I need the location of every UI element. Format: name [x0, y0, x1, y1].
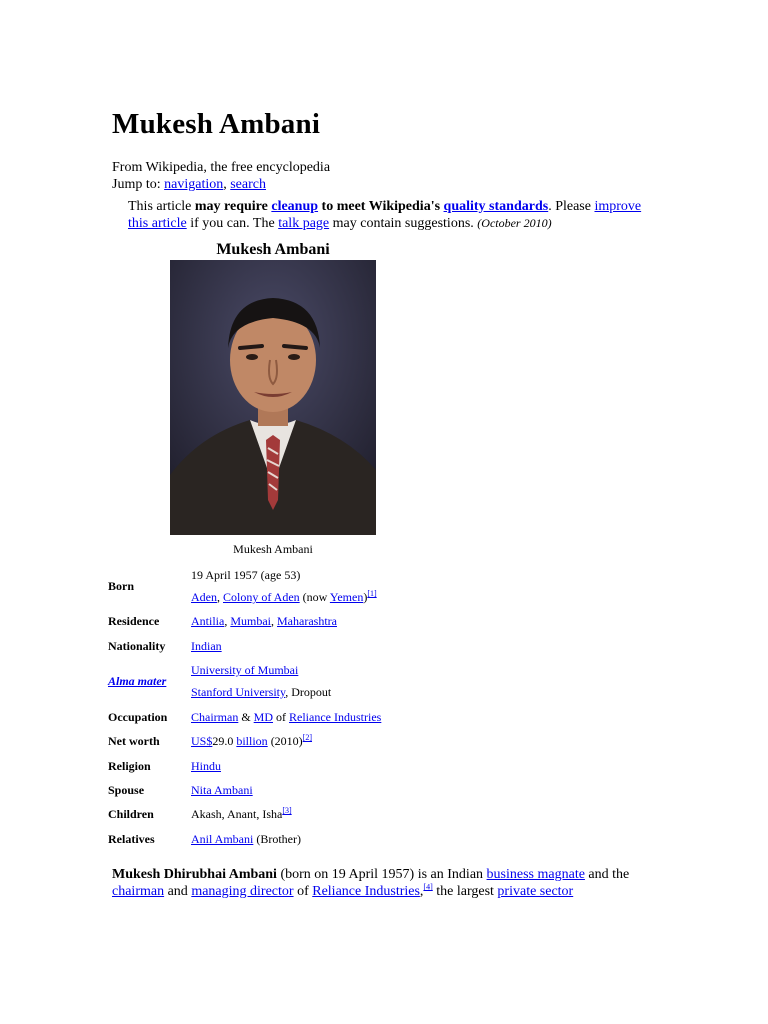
intro-text: the largest — [432, 884, 498, 899]
born-date: 19 April 1957 (age 53) — [191, 568, 301, 582]
occupation-value — [191, 706, 491, 728]
occupation-label: Occupation — [108, 710, 168, 724]
children-label: Children — [108, 807, 154, 821]
born-place — [191, 586, 491, 608]
intro-text: and the — [584, 867, 630, 882]
sep: , — [224, 614, 231, 628]
jump-to — [112, 177, 266, 193]
dropout-text: , Dropout — [285, 685, 332, 699]
maharashtra-link[interactable]: Maharashtra — [277, 614, 337, 628]
children-names: Akash, Anant, Isha — [191, 807, 283, 821]
alma-mater-link[interactable]: Alma mater — [108, 674, 167, 688]
intro-text: , — [419, 884, 424, 899]
yemen-link[interactable]: Yemen — [329, 590, 364, 604]
improve-article-link[interactable]: improve this article — [128, 199, 642, 231]
intro-text: and — [164, 884, 192, 899]
ref-2-link[interactable]: [2] — [302, 733, 313, 742]
notice-text: may contain suggestions. — [329, 216, 478, 231]
children-value — [191, 803, 491, 825]
ref-3-link[interactable]: [3] — [282, 806, 292, 815]
md-link[interactable]: MD — [253, 710, 274, 724]
photo-caption: Mukesh Ambani — [233, 542, 313, 556]
relatives-value — [191, 828, 491, 850]
business-magnate-link[interactable]: business magnate — [486, 867, 585, 882]
born-close: ) — [363, 590, 368, 604]
university-of-mumbai-link[interactable]: University of Mumbai — [191, 663, 299, 677]
page-title: Mukesh Ambani — [112, 108, 321, 140]
religion-value — [191, 755, 491, 777]
chairman-link[interactable]: Chairman — [191, 710, 239, 724]
sep: , — [271, 614, 277, 628]
notice-bold: to meet Wikipedia's — [318, 199, 444, 214]
born-now: (now — [299, 590, 330, 604]
portrait-illustration — [170, 260, 376, 535]
navigation-link[interactable]: navigation — [164, 177, 224, 192]
quality-standards-link[interactable]: quality standards — [443, 199, 549, 214]
managing-director-link[interactable]: managing director — [191, 884, 294, 899]
private-sector-link[interactable]: private sector — [497, 884, 574, 899]
jump-sep: , — [223, 177, 231, 192]
aden-link[interactable]: Aden — [191, 590, 217, 604]
portrait-photo[interactable] — [170, 260, 376, 535]
net-worth-value — [191, 730, 491, 752]
nationality-value — [191, 635, 491, 657]
hindu-link[interactable]: Hindu — [191, 759, 221, 773]
reliance-industries-link[interactable]: Reliance Industries — [289, 710, 382, 724]
net-worth-year: (2010) — [267, 734, 303, 748]
intro-text: (born on 19 April 1957) is an Indian — [276, 867, 487, 882]
talk-page-link[interactable]: talk page — [278, 216, 330, 231]
alma-mater-value — [191, 659, 491, 703]
brother-text: (Brother) — [253, 832, 301, 846]
us-dollar-link[interactable]: US$ — [191, 734, 213, 748]
indian-link[interactable]: Indian — [191, 639, 222, 653]
jump-to-label: Jump to: — [112, 177, 165, 192]
born-value — [191, 564, 491, 608]
ref-4-link[interactable]: [4] — [423, 882, 433, 892]
amp: & — [238, 710, 254, 724]
intro-paragraph — [112, 866, 657, 900]
ref-1-link[interactable]: [1] — [367, 589, 377, 598]
relatives-label: Relatives — [108, 832, 155, 846]
subject-name: Mukesh Dhirubhai Ambani — [112, 867, 277, 882]
nita-ambani-link[interactable]: Nita Ambani — [191, 783, 253, 797]
anil-ambani-link[interactable]: Anil Ambani — [191, 832, 254, 846]
of-text: of — [273, 710, 290, 724]
billion-link[interactable]: billion — [236, 734, 268, 748]
residence-value — [191, 610, 491, 632]
notice-date: (October 2010) — [477, 216, 552, 230]
chairman-intro-link[interactable]: chairman — [112, 884, 165, 899]
intro-text: of — [293, 884, 313, 899]
infobox-title: Mukesh Ambani — [216, 241, 330, 258]
nationality-label: Nationality — [108, 639, 166, 653]
stanford-university-link[interactable]: Stanford University — [191, 685, 286, 699]
colony-of-aden-link[interactable]: Colony of Aden — [223, 590, 300, 604]
notice-text: . Please — [548, 199, 595, 214]
residence-label: Residence — [108, 614, 160, 628]
born-label: Born — [108, 579, 135, 593]
spouse-label: Spouse — [108, 783, 145, 797]
antilia-link[interactable]: Antilia — [191, 614, 225, 628]
cleanup-link[interactable]: cleanup — [271, 199, 319, 214]
mumbai-link[interactable]: Mumbai — [230, 614, 271, 628]
religion-label: Religion — [108, 759, 151, 773]
cleanup-notice — [128, 198, 648, 232]
net-worth-amount: 29.0 — [212, 734, 237, 748]
sep: , — [217, 590, 223, 604]
notice-text: if you can. The — [186, 216, 279, 231]
reliance-industries-intro-link[interactable]: Reliance Industries — [312, 884, 420, 899]
notice-bold: may require — [194, 199, 272, 214]
notice-text: This article — [128, 199, 195, 214]
net-worth-label: Net worth — [108, 734, 160, 748]
tagline: From Wikipedia, the free encyclopedia — [112, 160, 331, 175]
spouse-value — [191, 779, 491, 801]
search-link[interactable]: search — [230, 177, 266, 192]
